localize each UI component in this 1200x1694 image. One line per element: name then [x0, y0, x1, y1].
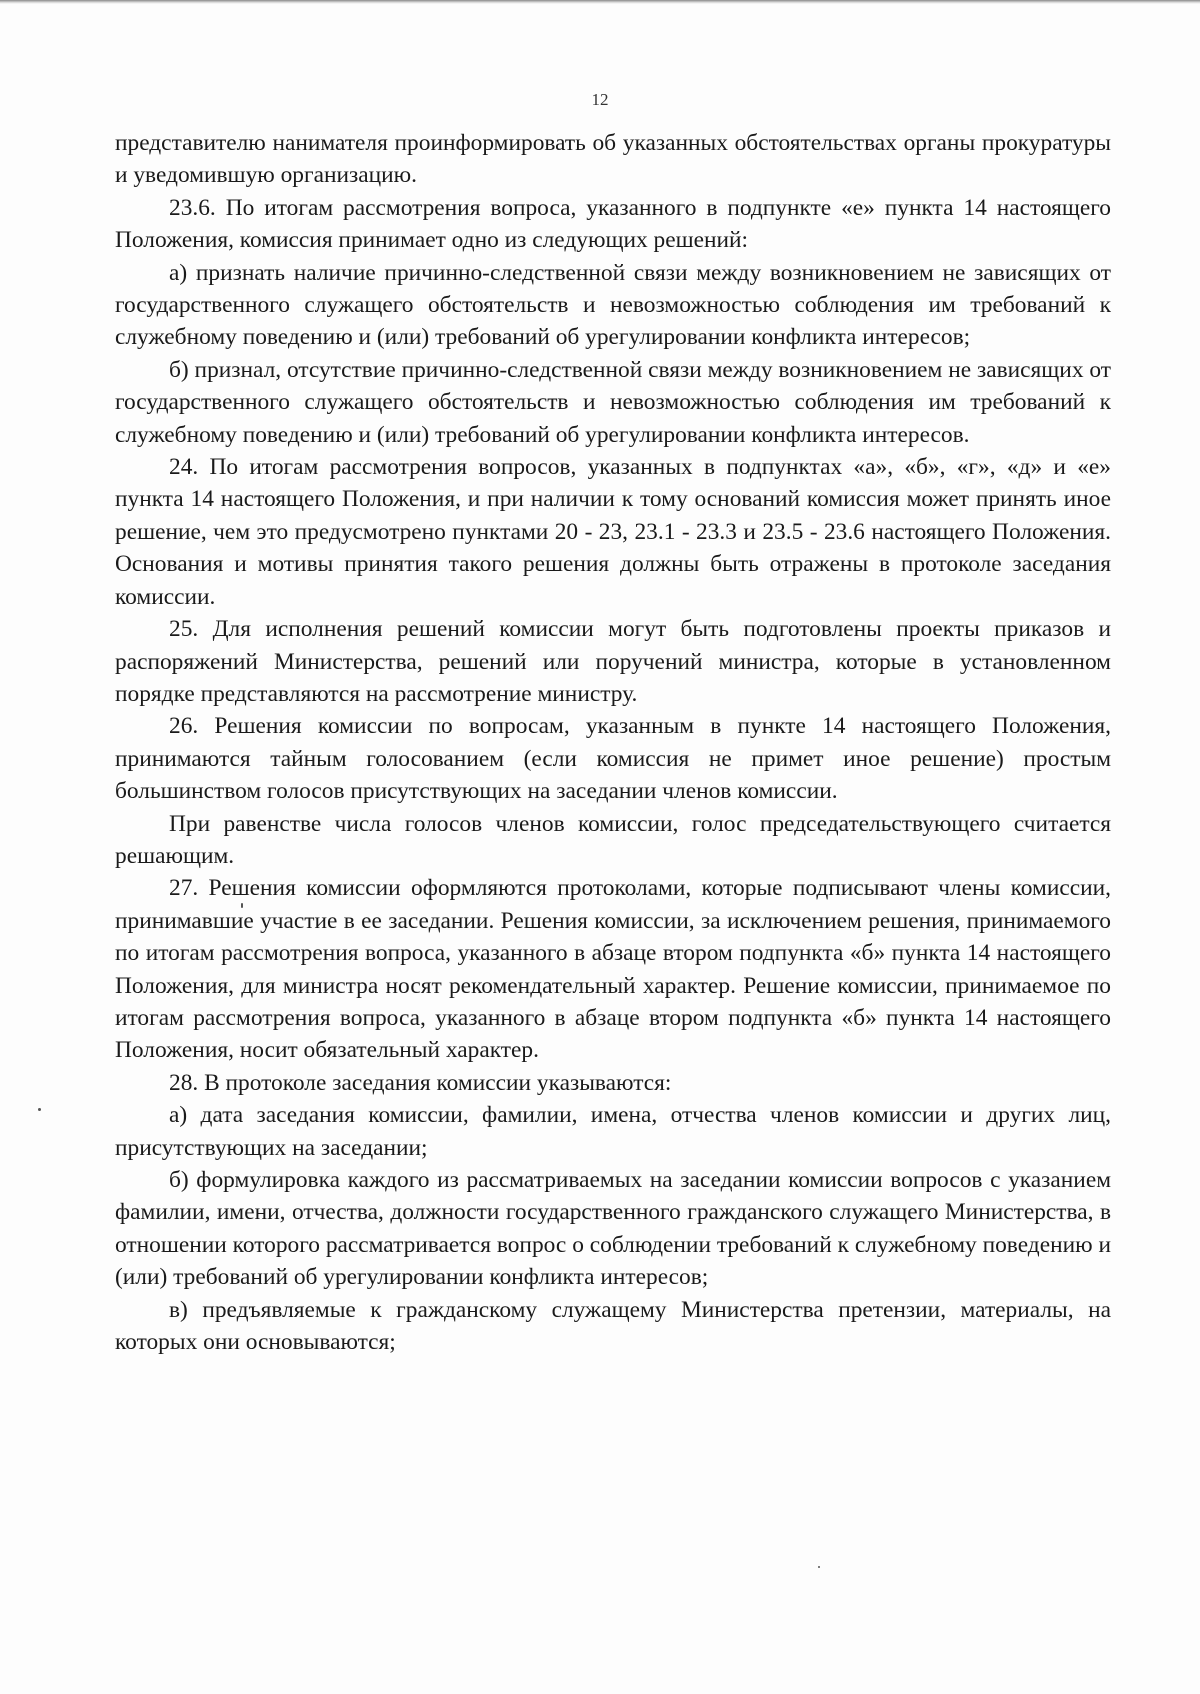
scan-speck [38, 1108, 41, 1111]
paragraph-28-a: а) дата заседания комиссии, фамилии, имена, отчества членов комиссии и других лиц, присутствующих на заседании; [115, 1102, 1111, 1161]
document-body [115, 127, 1111, 1358]
paragraph-continuation: представителю нанимателя проинформировать об указанных обстоятельствах органы прокуратуры и уведомившую организацию. [115, 130, 1111, 189]
scan-speck [818, 1566, 820, 1568]
paragraph-23-6-a: а) признать наличие причинно-следственной связи между возникновением не зависящих от государственного служащего обстоятельств и невозможностью соблюдения им требований к служебному поведению и (или) требований об урегулировании конфликта интересов; [115, 259, 1111, 351]
paragraph-28: 28. В протоколе заседания комиссии указываются: [169, 1069, 672, 1096]
paragraph-25: 25. Для исполнения решений комиссии могут быть подготовлены проекты приказов и распоряжений Министерства, решений или поручений министра, которые в установленном порядке представляются на рассмотрение министру. [115, 616, 1111, 707]
paragraph-23-6-b: б) признал, отсутствие причинно-следственной связи между возникновением не зависящих от государственного служащего обстоятельств и невозможностью соблюдения им требований к служебному поведению и (или) требований об урегулировании конфликта интересов. [115, 356, 1111, 448]
paragraph-28-b: б) формулировка каждого из рассматриваемых на заседании комиссии вопросов с указанием фамилии, имени, отчества, должности государственного гражданского служащего Министерства, в отношении которого рассматривается вопрос о соблюдении требований к служебному поведению и (или) требований об урегулировании конфликта интересов; [115, 1167, 1111, 1291]
paragraph-23-6: 23.6. По итогам рассмотрения вопроса, указанного в подпункте «е» пункта 14 настоящего Положения, комиссия принимает одно из следующих решений: [115, 194, 1111, 254]
scan-speck [241, 903, 243, 908]
scan-top-edge [0, 0, 1200, 4]
paragraph-24: 24. По итогам рассмотрения вопросов, указанных в подпунктах «а», «б», «г», «д» и «е» пункта 14 настоящего Положения, и при наличии к тому оснований комиссия может принять иное решение, чем это предусмотрено пунктами 20 - 23, 23.1 - 23.3 и 23.5 - 23.6 настоящего Положения. Основания и мотивы принятия такого решения должны быть отражены в протоколе заседания комиссии. [115, 454, 1111, 610]
paragraph-27: 27. Решения комиссии оформляются протоколами, которые подписывают члены комиссии, принимавшие участие в ее заседании. Решения комиссии, за исключением решения, принимаемого по итогам рассмотрения вопроса, указанного в абзаце втором подпункта «б» пункта 14 настоящего Положения, для министра носят рекомендательный характер. Решение комиссии, принимаемое по итогам рассмотрения вопроса, указанного в абзаце втором подпункта «б» пункта 14 настоящего Положения, носит обязательный характер. [115, 875, 1111, 1064]
paragraph-26-tie-vote: При равенстве числа голосов членов комиссии, голос председательствующего считается решающим. [115, 810, 1111, 869]
paragraph-28-v: в) предъявляемые к гражданскому служащему Министерства претензии, материалы, на которых они основываются; [115, 1296, 1111, 1356]
paragraph-26: 26. Решения комиссии по вопросам, указанным в пункте 14 настоящего Положения, принимаются тайным голосованием (если комиссия не примет иное решение) простым большинством голосов присутствующих на заседании членов комиссии. [115, 713, 1111, 805]
page-number: 12 [591, 90, 609, 109]
